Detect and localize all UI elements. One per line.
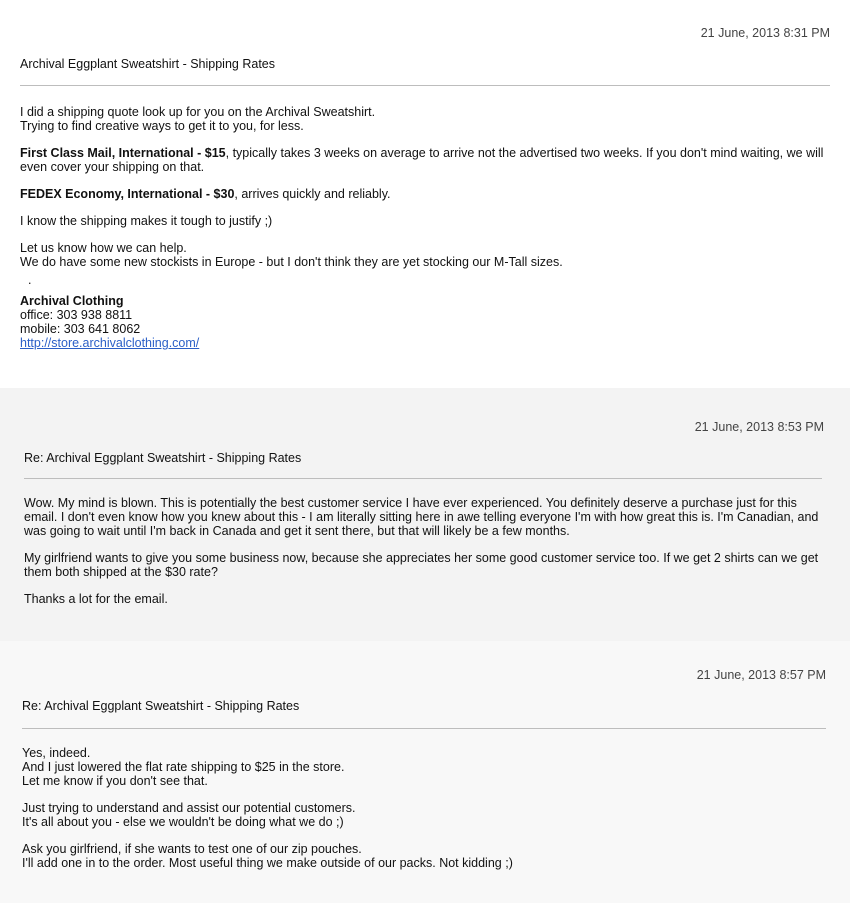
intro-paragraph	[20, 105, 830, 133]
signature	[20, 294, 830, 350]
body-line: Let me know if you don't see that.	[22, 774, 208, 788]
email-message-3	[0, 641, 850, 903]
divider	[24, 478, 822, 479]
body-paragraph: Thanks a lot for the email.	[24, 592, 168, 606]
message-subject: Archival Eggplant Sweatshirt - Shipping Rates	[20, 57, 275, 71]
body-line: I'll add one in to the order. Most useful thing we make outside of our packs. Not kidding ;)	[22, 856, 513, 870]
signature-name: Archival Clothing	[20, 294, 124, 308]
stray-dot: .	[28, 273, 32, 287]
body-line: Let us know how we can help.	[20, 241, 187, 255]
email-message-1	[0, 0, 850, 388]
message-body	[22, 746, 828, 883]
signature-office-phone: office: 303 938 8811	[20, 308, 133, 322]
body-line: Just trying to understand and assist our potential customers.	[22, 801, 356, 815]
help-paragraph	[20, 241, 830, 269]
divider	[20, 85, 830, 86]
body-line: Trying to find creative ways to get it to you, for less.	[20, 119, 304, 133]
body-line: I know the shipping makes it tough to justify ;)	[20, 214, 273, 228]
body-paragraph: My girlfriend wants to give you some business now, because she appreciates her some good customer service too. If we get 2 shirts can we get them both shipped at the $30 rate?	[24, 551, 819, 579]
option-detail: , arrives quickly and reliably.	[234, 187, 391, 201]
message-date: 21 June, 2013 8:31 PM	[700, 26, 830, 40]
body-line: Yes, indeed.	[22, 746, 91, 760]
body-paragraph	[22, 801, 828, 829]
store-link[interactable]: http://store.archivalclothing.com/	[20, 336, 200, 350]
justify-paragraph	[20, 214, 830, 228]
body-line: We do have some new stockists in Europe - but I don't think they are yet stocking our M-Tall sizes.	[20, 255, 563, 269]
message-body	[20, 105, 830, 350]
message-subject: Re: Archival Eggplant Sweatshirt - Shipping Rates	[22, 699, 300, 713]
option-title: FEDEX Economy, International - $30	[20, 187, 235, 201]
email-message-2	[0, 388, 850, 641]
shipping-option-first-class	[20, 146, 830, 174]
option-detail: , typically takes 3 weeks on average to arrive not the advertised two weeks. If you don't mind waiting, we will even cover your shipping on that.	[20, 146, 824, 174]
body-paragraph	[22, 842, 828, 870]
body-paragraph: Wow. My mind is blown. This is potentially the best customer service I have ever experienced. You definitely deserve a purchase just for this email. I don't even know how you knew about this - I am literally sitting here in awe telling everyone I'm with how great this is. I'm Canadian, and was going to wait until I'm back in Canada and get it sent there, but that will likely be a few months.	[24, 496, 819, 538]
message-body	[24, 496, 824, 619]
body-line: And I just lowered the flat rate shipping to $25 in the store.	[22, 760, 345, 774]
body-paragraph	[22, 746, 828, 788]
divider	[22, 728, 826, 729]
message-date: 21 June, 2013 8:57 PM	[696, 668, 826, 682]
body-line: Ask you girlfriend, if she wants to test one of our zip pouches.	[22, 842, 362, 856]
message-subject: Re: Archival Eggplant Sweatshirt - Shipping Rates	[24, 451, 302, 465]
body-line: I did a shipping quote look up for you on the Archival Sweatshirt.	[20, 105, 376, 119]
option-title: First Class Mail, International - $15	[20, 146, 226, 160]
message-date: 21 June, 2013 8:53 PM	[694, 420, 824, 434]
signature-mobile-phone: mobile: 303 641 8062	[20, 322, 141, 336]
shipping-option-fedex	[20, 187, 830, 201]
body-line: It's all about you - else we wouldn't be doing what we do ;)	[22, 815, 344, 829]
